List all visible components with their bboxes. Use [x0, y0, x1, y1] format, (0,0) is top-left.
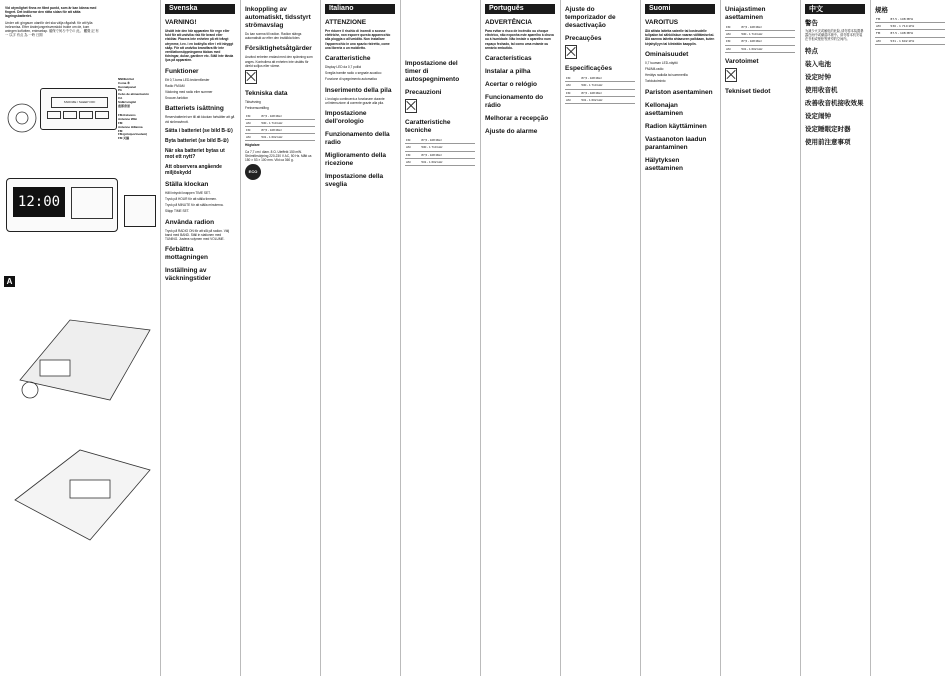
section-title: Caratteristiche tecniche — [405, 119, 451, 135]
body-text: Du kan somna till radion. Radion stängs automatiskt av efter den inställda tiden. — [245, 32, 302, 41]
body-text: Reservbatteriet ser till att klockan fortsätter att gå vid strömavbrott. — [165, 115, 235, 124]
callout-label: PA — [118, 88, 122, 93]
section-title: Radion käyttäminen — [645, 122, 707, 130]
feature-item: Snooze-funktion — [165, 96, 189, 101]
frequency-table — [725, 24, 795, 53]
step-text: Tryck på MINUTE för att ställa minuterna. — [165, 203, 224, 208]
figure-badge: A — [4, 276, 15, 287]
control-button — [79, 111, 93, 119]
step-text: Tryck på HOUR för att ställa timmen. — [165, 197, 217, 202]
speaker-grill — [71, 187, 113, 219]
section-title: 使用收音机 — [805, 85, 838, 94]
clock-display: 12:00 — [13, 187, 65, 217]
callout-label: FM — [118, 128, 123, 133]
battery-illustration — [10, 290, 155, 410]
table-row: AM 530 - 1 710 kHz — [405, 144, 475, 151]
section-title: Miglioramento della ricezione — [325, 152, 387, 168]
sub-title: Att observera angående miljöskydd — [165, 163, 222, 176]
column-svenska-cont — [240, 0, 320, 676]
section-title: Melhorar a recepção — [485, 115, 549, 123]
language-header: Suomi — [645, 4, 715, 14]
body-text: Ca 7,7 cm i diam. 8 Ω. Uteffekt 150 mW. Strömförsörjning 220-230 V AC, 50 Hz. Mått ca 150 × 53 × 100 mm. Vikt ca 360 g. — [245, 149, 312, 163]
section-title: Especificações — [565, 65, 612, 73]
eco-icon: ECO — [245, 164, 261, 180]
callout-label: FM — [118, 120, 123, 125]
section-title: Ajuste do temporizador de desactivação — [565, 6, 616, 29]
table-row: FM 87,5 - 108 MHz — [565, 75, 635, 82]
callout-label: FM 天線 — [118, 136, 130, 141]
column-suomi — [640, 0, 720, 676]
column-portugues-cont — [560, 0, 640, 676]
section-title: 设定时钟 — [805, 72, 831, 81]
warning-text: Älä altista laitetta sateelle tai kosteudelle tulipalon tai sähköiskun vaaran välttämiseksi. Älä asenna laitetta ahtaaseen paikkaan, kuten kirjahyllyyn tai kiinteään kaappiin. — [645, 29, 715, 46]
section-title: Inserimento della pila — [325, 86, 392, 94]
feature-item: Sveglia tramite radio o segnale acustico — [325, 71, 382, 76]
section-title: Tekniska data — [245, 90, 288, 98]
section-title: Funzionamento della radio — [325, 131, 390, 147]
callout-label: Coma ③ — [118, 80, 130, 85]
clock-front-view — [6, 178, 118, 232]
column-italiano — [320, 0, 400, 676]
section-title: Batteriets isättning — [165, 105, 224, 113]
dial-icon — [4, 100, 40, 136]
warning-title: VAROITUS — [645, 19, 679, 26]
feature-item: Herätys radiolla tai summerilla — [645, 73, 688, 78]
table-row: AM 531 - 1 602 kHz — [405, 158, 475, 165]
warning-title: VARNING! — [165, 19, 197, 26]
table-row: FM 87,5 - 108 MHz — [245, 113, 315, 120]
body-text: L'orologio continuerà a funzionare durante un'interruzione di corrente grazie alla pila. — [325, 96, 385, 105]
column-chinese — [800, 0, 870, 676]
section-title: 设定闹钟 — [805, 111, 831, 120]
column-portugues — [480, 0, 560, 676]
callout-label: FM-(pilotportnedem) — [118, 132, 148, 137]
table-row: FM 87,5 - 108 MHz — [725, 24, 795, 31]
section-title: Impostazione della sveglia — [325, 173, 384, 189]
feature-item: Display LED da 0,7 pollici — [325, 65, 362, 70]
spec-label: Tidsvisning — [245, 100, 261, 105]
section-title: Funktioner — [165, 67, 199, 75]
recycle-bin-icon — [565, 45, 577, 59]
table-row: AM 531 - 1 602 kHz — [245, 134, 315, 141]
section-title: Precauções — [565, 35, 602, 42]
column-chinese-specs — [870, 0, 950, 676]
clock-side-view — [124, 195, 156, 227]
section-title: Características — [485, 55, 532, 63]
feature-item: Radio FM/AM — [165, 83, 185, 88]
column-suomi-cont — [720, 0, 800, 676]
section-title: Hälytyksen asettaminen — [645, 156, 683, 172]
recycle-bin-icon — [245, 70, 257, 84]
callout-label: 底部背景 — [118, 103, 131, 108]
frequency-table — [245, 113, 315, 142]
callout-label: Kunnalpanel — [118, 84, 137, 89]
table-row: FM 87.5 - 108 MHz — [875, 30, 945, 37]
section-title: Tekniset tiedot — [725, 88, 771, 96]
language-header: Svenska — [165, 4, 235, 14]
section-title: Ominaisuudet — [645, 50, 689, 58]
sub-title: Sätta i batteriet (se bild B-①) — [165, 127, 233, 134]
clock-top-view — [40, 88, 117, 130]
section-title: Caratteristiche — [325, 55, 371, 63]
feature-item: FM/AM-radio — [645, 67, 664, 72]
warning-text: 为减少火灾或触电的危险,请勿将本装置暴露在雨中或潮湿环境中。请勿将本机安装在书柜或壁柜等狭窄的空间内。 — [805, 29, 864, 42]
section-title: 设定睡眠定时器 — [805, 124, 851, 133]
feature-item: 0,7 tuuman LED-näyttö — [645, 60, 678, 65]
warning-text: Utsätt inte den här apparaten för regn eller fukt för att undvika risk för brand eller elstötar. Placera inte enheten på ett trångt utrymme, t.ex. i en bokhylla eller i ett inbyggt skåp. För att undvika brandfara får inte ventilationsöppningarna täckas med tidningar, dukar, gardiner etc. Ställ inte tända ljus på apparaten. — [165, 29, 234, 63]
table-row: AM 531 - 1 602 kHz — [725, 45, 795, 52]
section-title: Använda radion — [165, 218, 215, 226]
recycle-bin-icon — [725, 68, 737, 82]
callout-label: Cebo de alimentación — [118, 92, 150, 97]
section-title: 改善收音机接收效果 — [805, 98, 864, 107]
language-header: 中文 — [805, 4, 865, 14]
warning-title: ADVERTÊNCIA — [485, 19, 532, 26]
warning-title: ATTENZIONE — [325, 19, 367, 26]
language-header: Português — [485, 4, 555, 14]
feature-item: Torkkutoiminto — [645, 79, 666, 84]
callout-label: Antenne Hillanna — [118, 124, 143, 129]
warning-title: 警告 — [805, 19, 818, 27]
table-row: FM 87.5 - 108 MHz — [875, 16, 945, 23]
control-button — [63, 111, 77, 119]
intro-text: Vid otymlighet finns en fåmt punkt, som är kan känna med fingret. Det indikerar den rätta sidan för att sätta lagringsbatteriet. — [5, 6, 97, 19]
callout-label: Sidkrisingfel — [118, 99, 137, 104]
section-title: Inkoppling av automatiskt, tidsstyrt strömavslag — [245, 6, 311, 29]
snooze-button: SNOOZE / SLEEP OFF — [51, 97, 108, 108]
section-title: 装入电池 — [805, 59, 831, 68]
table-row: AM 530 - 1 710 kHz — [245, 119, 315, 126]
sub-title: När ska batteriet bytas ut mot ett nytt? — [165, 147, 225, 160]
table-row: AM 531 - 1 602 kHz — [875, 37, 945, 44]
feature-item: Funzione di spegnimento automatico — [325, 77, 378, 82]
section-title: Pariston asentaminen — [645, 88, 713, 96]
section-title: Ajuste do alarme — [485, 128, 538, 136]
section-title: Varotoimet — [725, 57, 759, 65]
frequency-table — [875, 16, 945, 45]
section-title: Acertar o relógio — [485, 81, 538, 89]
body-text: Tryck på RADIO ON för att slå på radion. Välj band med BAND. Ställ in stationen med TUNING. Justera volymen med VOLUME. — [165, 228, 230, 242]
section-title: 使用前注意事项 — [805, 137, 851, 146]
section-title: Impostazione del timer di autospegnimento — [405, 60, 460, 83]
step-text: Släpp TIME SET. — [165, 209, 190, 214]
section-title: 特点 — [805, 46, 818, 55]
table-row: FM 87,5 - 108 MHz — [405, 137, 475, 144]
intro-text-2: Under att: gingaum utanför det ska välja rågalnå: för att fylla inrörsmisa. Efter ändmjungreisvenskdd trukte om de, kom aningen koflotten, enimarksp. 確保で何ろ中での 此。 觸覺 記 有一 以字 有点 為 一時 日期 — [5, 20, 99, 38]
body-text: Använd enheten endast med den spänning som anges. Kontrollera att enheten inte utsätts för direkt solljus eller värme. — [245, 55, 313, 68]
spec-label: Frekvensomfång — [245, 106, 269, 111]
section-title: Impostazione dell'orologio — [325, 110, 367, 126]
recycle-bin-icon — [405, 99, 417, 113]
warning-text: Per ridurre il rischio di incendi o scosse elettriche, non esporre questo apparecchio alla pioggia o all'umidità. Non installare l'apparecchio in uno spazio ristretto, come una libreria o un mobiletto. — [325, 29, 391, 50]
sub-title: Byta batteriet (se bild B-②) — [165, 137, 229, 144]
section-title: Kellonajan asettaminen — [645, 101, 683, 117]
section-title: Förbättra mottagningen — [165, 246, 208, 262]
feature-item: Ett 0,7-tums LED-teckenfönster — [165, 77, 210, 82]
illustration-column — [0, 0, 160, 676]
column-svenska — [160, 0, 240, 676]
section-title: Ställa klockan — [165, 180, 209, 188]
section-title: Försiktighetsåtgärder — [245, 45, 312, 53]
section-title: 规格 — [875, 6, 888, 14]
step-text: Håll intryckt knappen TIME SET. — [165, 190, 211, 195]
callout-label: CA — [118, 95, 123, 100]
table-row: FM 87,5 - 108 MHz — [405, 151, 475, 158]
section-title: Inställning av väckningstider — [165, 267, 211, 283]
section-title: Uniajastimen asettaminen — [725, 6, 766, 21]
battery-compartment-illustration — [10, 440, 155, 560]
language-header: Italiano — [325, 4, 395, 14]
table-row: AM 530 - 1 710 kHz — [565, 82, 635, 89]
section-title: Vastaanoton laadun parantaminen — [645, 135, 707, 151]
section-title: Funcionamento do rádio — [485, 94, 544, 110]
control-button — [95, 111, 109, 119]
feature-item: Väckning med radio eller summer — [165, 90, 213, 95]
spec-label: Högtalare — [245, 143, 260, 148]
table-row: AM 530 - 1 710 kHz — [875, 23, 945, 30]
table-row: FM 87,5 - 108 MHz — [245, 127, 315, 134]
callout-label: FM-frekvens — [118, 113, 136, 118]
frequency-table — [565, 75, 635, 104]
callout-label: NNNbörttet — [118, 77, 134, 81]
section-title: Instalar a pilha — [485, 68, 531, 76]
section-title: Precauzioni — [405, 89, 442, 96]
column-italiano-cont — [400, 0, 480, 676]
control-button — [47, 111, 61, 119]
table-row: FM 87,5 - 108 MHz — [565, 89, 635, 96]
frequency-table — [405, 137, 475, 166]
warning-text: Para evitar o risco de incêndio ou choque eléctrico, não exponha este aparelho à chuva ou à humidade. Não instale o aparelho num espaço fechado, tal como uma estante ou armário embutido. — [485, 29, 554, 50]
table-row: AM 531 - 1 602 kHz — [565, 96, 635, 103]
table-row: AM 530 - 1 710 kHz — [725, 31, 795, 38]
callout-label: Antenne Wiki — [118, 117, 137, 122]
callout-labels — [118, 78, 156, 141]
table-row: FM 87,5 - 108 MHz — [725, 38, 795, 45]
